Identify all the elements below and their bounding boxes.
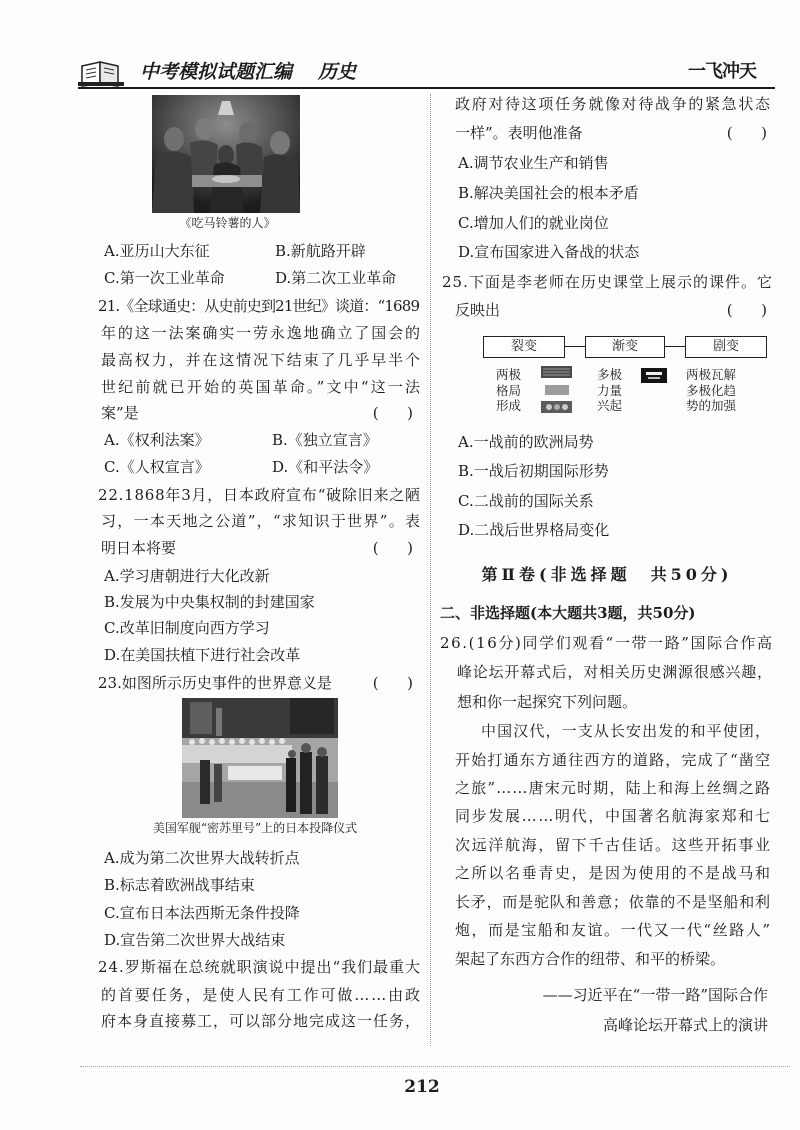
q23-stem-line (98, 673, 413, 693)
stage-box-fission: 裂变 (483, 336, 565, 358)
q21-stem-line (101, 377, 423, 397)
q25-stem-text: 25.下面是李老师在历史课堂上展示的课件。它 (442, 273, 774, 291)
quote-source-line (455, 985, 768, 1005)
q24-stem-line (101, 1011, 420, 1031)
book-title: 中考模拟试题汇编 (140, 61, 293, 83)
stage-thumbnail-image (641, 368, 667, 383)
stage-label-line: 势的加强 (686, 398, 737, 413)
q21-option-c: C.《人权宣言》 (104, 458, 210, 476)
q24-stem-line (98, 957, 420, 977)
q21-stem-text: 世纪前就已开始的英国革命。”文中“这一法 (101, 378, 423, 396)
quote-line (455, 750, 770, 770)
stage-label-line: 格局 (496, 382, 522, 398)
q22-option-d: D.在美国扶植下进行社会改革 (104, 646, 301, 664)
figure-caption: 美国军舰“密苏里号”上的日本投降仪式 (152, 821, 358, 835)
q21-stem-line (101, 403, 413, 423)
q24-stem-line (455, 94, 770, 114)
q21-stem-line (101, 350, 420, 370)
q21-stem-text: 最高权力，并在这情况下结束了几乎早半个 (101, 351, 422, 369)
quote-line (455, 778, 770, 798)
q24-stem-line (455, 123, 767, 143)
stage-label-line: 两极 (496, 367, 522, 382)
q21-stem-text: 案”是 (101, 404, 139, 422)
q21-stem-text: 年的这一法案确实一劳永逸地确立了国会的 (101, 324, 422, 342)
quote-text: 同步发展……明代，中国著名航海家郑和七 (455, 807, 772, 825)
prev-option-d: D.第二次工业革命 (275, 269, 397, 287)
q26-stem-text: 峰论坛开幕式后，对相关历史渊源很感兴趣， (457, 663, 773, 681)
stage-label-upheaval (686, 367, 736, 414)
book-logo-icon (78, 58, 126, 88)
q23-option-c: C.宣布日本法西斯无条件投降 (104, 904, 300, 922)
quote-line (455, 920, 770, 940)
q25-stem-text: 反映出 (455, 301, 501, 319)
header-rule (78, 87, 775, 89)
figure-caption: 《吃马铃薯的人》 (179, 216, 276, 230)
footer-rule (80, 1066, 790, 1067)
q23-option-b: B.标志着欧洲战事结束 (104, 876, 255, 894)
stage-label-line: 兴起 (597, 398, 623, 413)
stage-label-line: 多极 (597, 367, 623, 382)
section-heading: 二、非选择题(本大题共3题，共50分) (440, 604, 696, 622)
stage-label-line: 力量 (597, 382, 623, 398)
q24-option-b: B.解决美国社会的根本矛盾 (458, 184, 639, 202)
q25-option-d: D.二战后世界格局变化 (458, 521, 610, 539)
q22-option-c: C.改革旧制度向西方学习 (104, 619, 270, 637)
part2-title: 第Ⅱ卷(非选择题 共50分) (481, 565, 733, 584)
answer-blank: ( ) (726, 124, 767, 142)
q25-option-a: A.一战前的欧洲局势 (458, 433, 594, 451)
q21-stem-text: 21.《全球通史：从史前史到21世纪》谈道：“1689 (98, 297, 420, 315)
q23-option-d: D.宣告第二次世界大战结束 (104, 931, 286, 949)
q24-stem-text: 一样”。表明他准备 (455, 124, 583, 142)
stage-label-gradual (597, 367, 622, 414)
q23-option-a: A.成为第二次世界大战转折点 (104, 849, 300, 867)
stage-thumbnail-image (541, 366, 573, 414)
q24-option-c: C.增加人们的就业岗位 (458, 214, 609, 232)
q25-option-c: C.二战前的国际关系 (458, 492, 594, 510)
stage-label-line: 多极化趋 (686, 382, 737, 398)
page-header (0, 0, 800, 92)
quote-line (481, 721, 770, 741)
quote-text: 之所以名垂青史，是因为使用的不是战马和 (455, 864, 772, 882)
answer-blank: ( ) (372, 674, 413, 692)
q23-stem-text: 23.如图所示历史事件的世界意义是 (98, 674, 332, 692)
q25-stem-line (442, 272, 772, 292)
q25-option-b: B.一战后初期国际形势 (458, 462, 609, 480)
q22-stem-text: 明日本将要 (101, 539, 177, 557)
q21-stem-line (98, 296, 420, 316)
series-name: 一飞冲天 (688, 61, 756, 82)
quote-text: 架起了东西方合作的纽带、和平的桥梁。 (455, 950, 726, 968)
q24-stem-text: 府本身直接募工，可以部分地完成这一任务， (101, 1012, 421, 1030)
stage-label-line: 两极瓦解 (686, 367, 737, 382)
quote-text: 之旅”……唐宋元时期，陆上和海上丝绸之路 (455, 779, 772, 797)
stage-box-upheaval: 剧变 (685, 336, 767, 358)
q21-option-a: A.《权利法案》 (104, 431, 210, 449)
q21-stem-line (101, 323, 420, 343)
quote-source-line (455, 1015, 768, 1035)
quote-text: 次远洋航海，留下千古佳话。这些开拓事业 (455, 836, 772, 854)
q22-stem-text: 习，一本天地之公道”，“求知识于世界”。表 (101, 512, 422, 530)
prev-option-b: B.新航路开辟 (275, 242, 366, 260)
q22-stem-line (101, 511, 420, 531)
quote-text: 炮，而是宝船和友谊。一代又一代“丝路人” (455, 921, 772, 939)
quote-text: 开始打通东方通往西方的道路，完成了“凿空 (455, 751, 772, 769)
q22-stem-line (101, 538, 413, 558)
quote-line (455, 806, 770, 826)
stage-box-gradual: 渐变 (585, 336, 665, 358)
stage-connector (565, 346, 585, 347)
quote-text: 长矛，而是驼队和善意；依靠的不是坚船和利 (455, 893, 771, 911)
q26-stem-line (457, 692, 772, 712)
q26-stem-text: 想和你一起探究下列问题。 (457, 693, 638, 711)
quote-line (455, 863, 770, 883)
q22-option-b: B.发展为中央集权制的封建国家 (104, 593, 315, 611)
q21-option-d: D.《和平法令》 (272, 458, 379, 476)
q24-option-a: A.调节农业生产和销售 (458, 154, 609, 172)
column-divider (430, 94, 431, 1046)
answer-blank: ( ) (372, 404, 413, 422)
stage-label-line: 形成 (496, 398, 522, 413)
q22-stem-text: 22.1868年3月，日本政府宣布“破除旧来之陋 (98, 486, 421, 504)
q22-stem-line (98, 485, 420, 505)
q22-option-a: A.学习唐朝进行大化改新 (104, 567, 270, 585)
q24-stem-text: 的首要任务，是使人民有工作可做……由政 (101, 986, 422, 1004)
quote-line (455, 835, 770, 855)
japanese-surrender-ceremony-photo (182, 698, 338, 818)
answer-blank: ( ) (372, 539, 413, 557)
quote-source-text: 高峰论坛开幕式上的演讲 (602, 1016, 768, 1034)
answer-blank: ( ) (726, 301, 767, 319)
q25-stem-line (455, 300, 767, 320)
q24-stem-text: 政府对待这项任务就像对待战争的紧急状态 (455, 95, 772, 113)
q24-option-d: D.宣布国家进入备战的状态 (458, 243, 640, 261)
q26-stem-line (457, 662, 772, 682)
quote-line (455, 949, 770, 969)
q24-stem-text: 24.罗斯福在总统就职演说中提出“我们最重大 (98, 958, 421, 976)
prev-option-a: A.亚历山大东征 (104, 242, 210, 260)
quote-source-text: ——习近平在“一带一路”国际合作 (542, 986, 768, 1004)
q24-stem-line (101, 985, 420, 1005)
quote-text: 中国汉代，一支从长安出发的和平使团， (481, 722, 772, 740)
prev-option-c: C.第一次工业革命 (104, 269, 225, 287)
q21-option-b: B.《独立宣言》 (272, 431, 378, 449)
stage-connector (665, 346, 685, 347)
quote-line (455, 892, 770, 912)
page-number: 212 (392, 1076, 452, 1098)
stage-label-fission (496, 367, 521, 414)
potato-eaters-painting (152, 95, 300, 213)
q26-stem-text: 26.(16分)同学们观看“一带一路”国际合作高 (440, 634, 774, 652)
subject-title: 历史 (318, 61, 357, 83)
q26-stem-line (440, 633, 772, 653)
